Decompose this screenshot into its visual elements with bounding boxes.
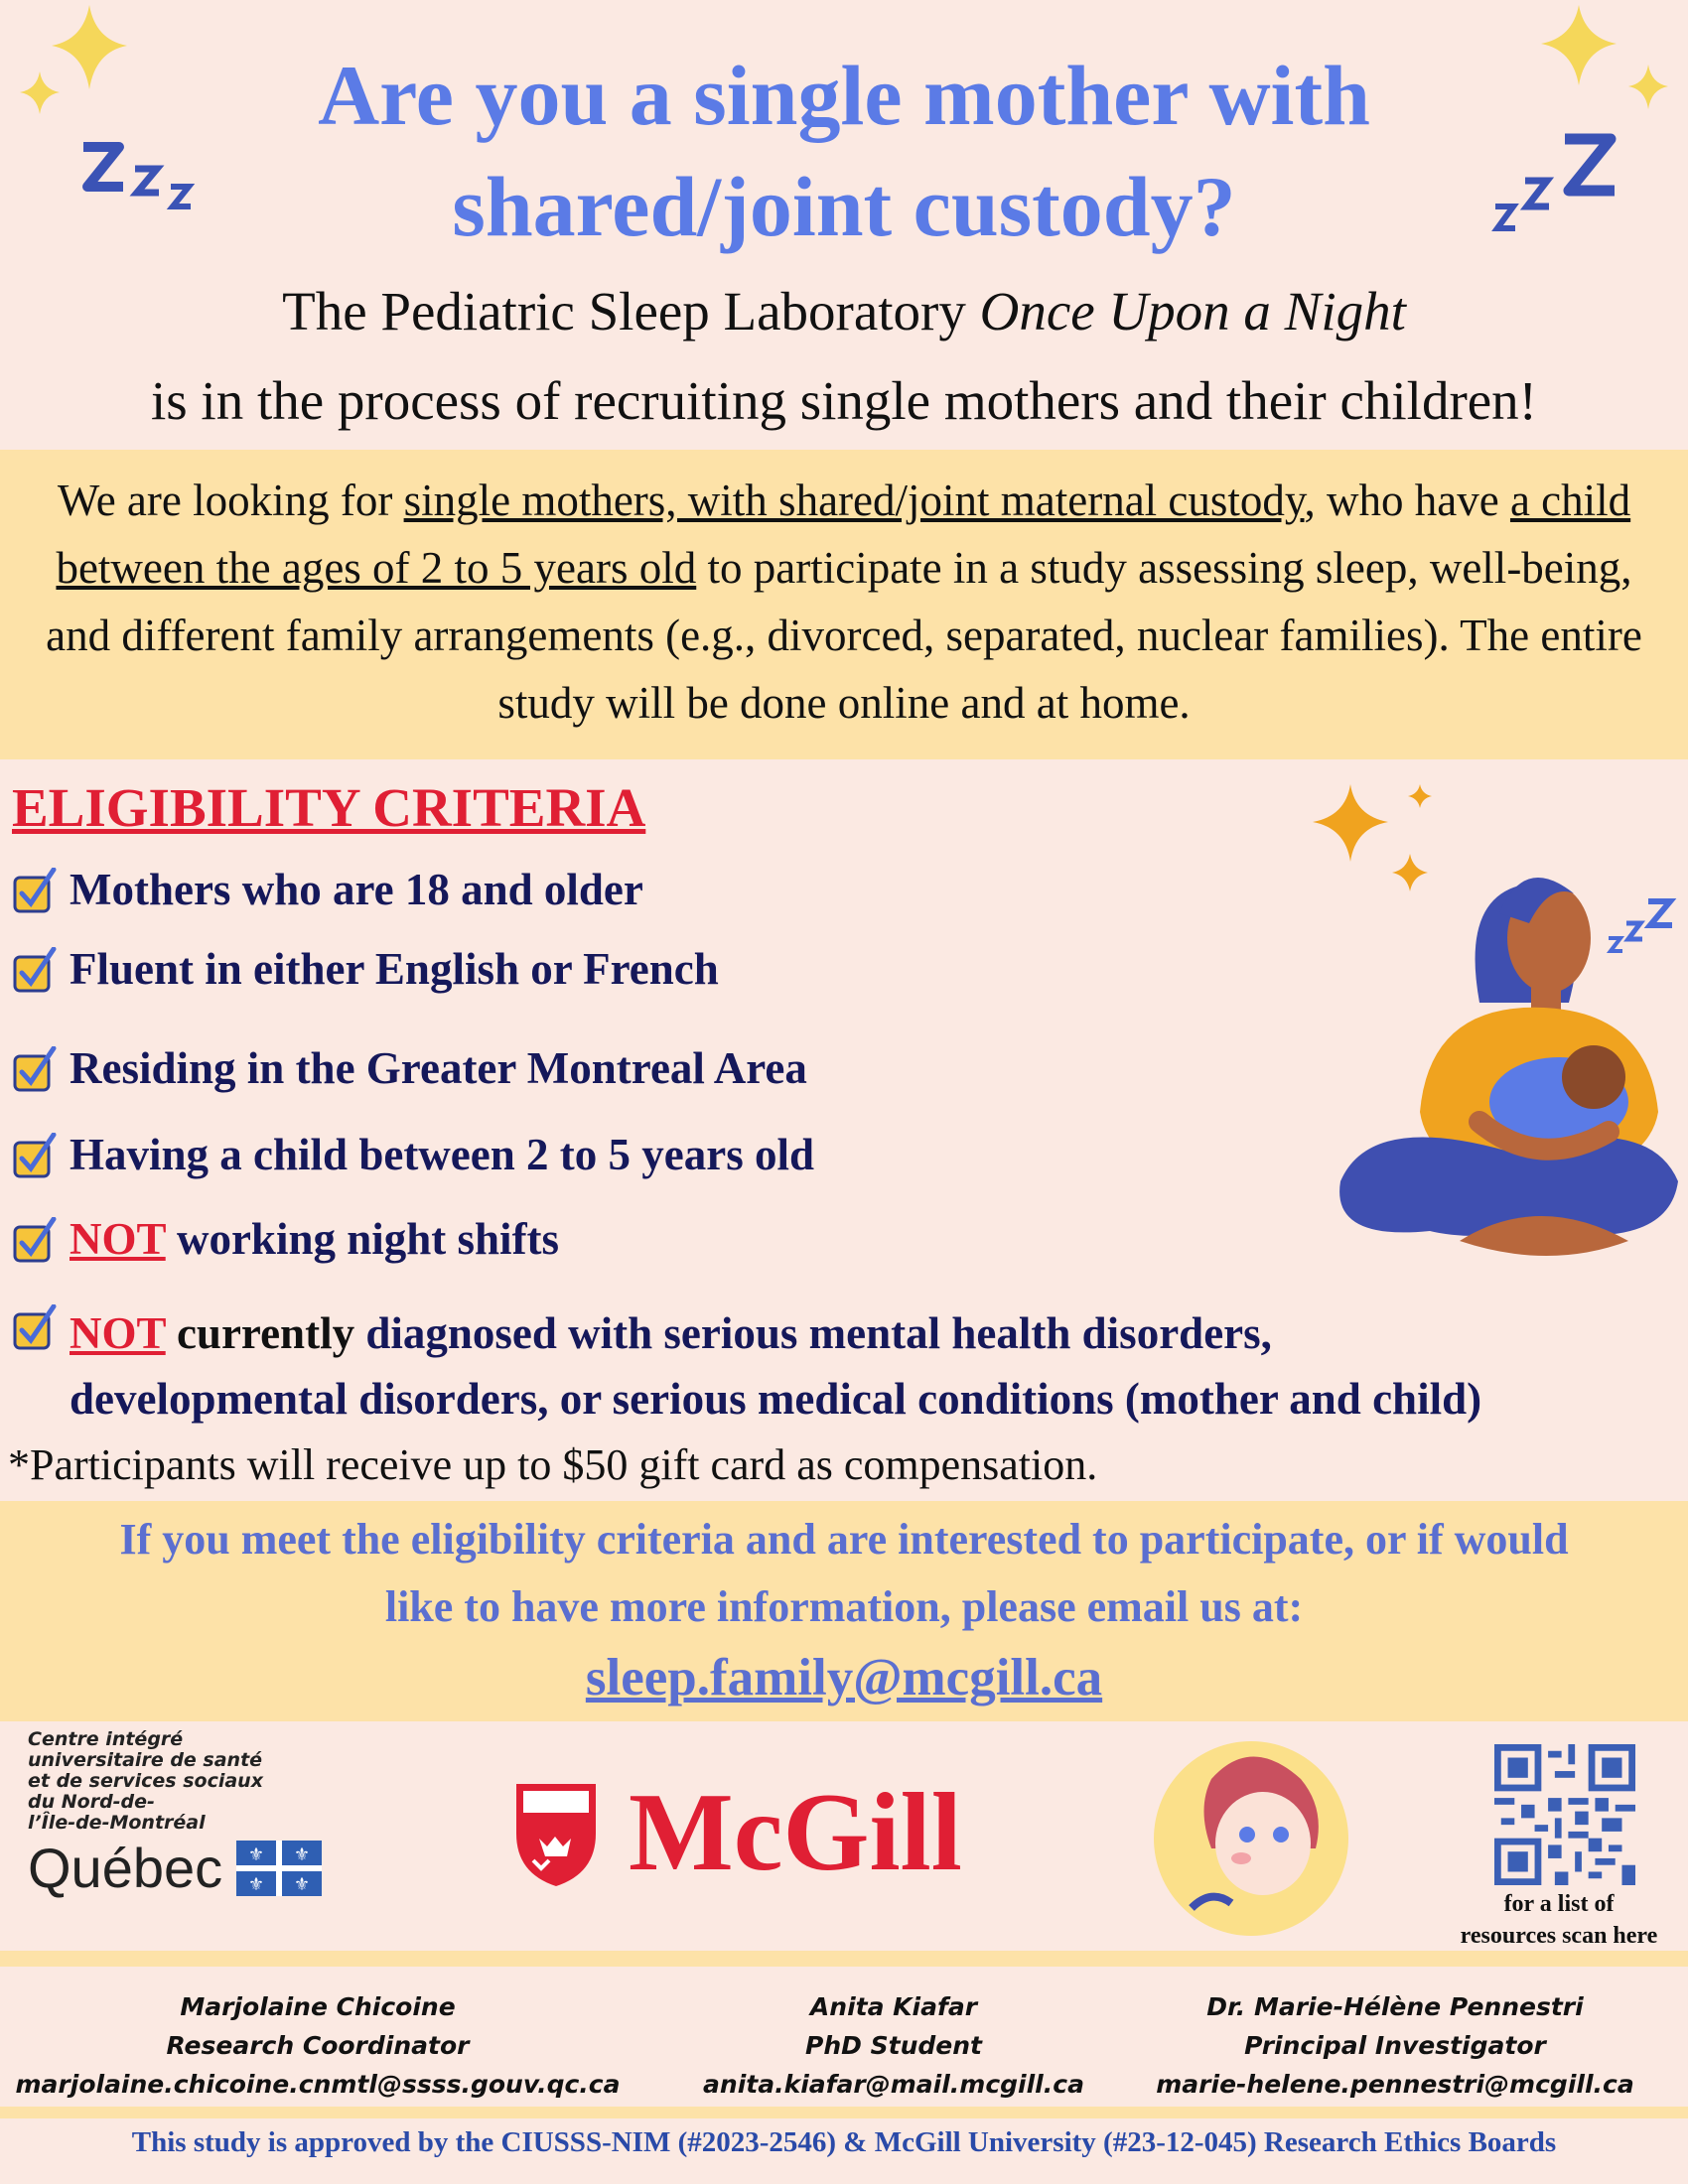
criteria-item-5 — [12, 1213, 559, 1265]
criteria-item-2 — [12, 943, 719, 995]
ciusss-line: et de services sociaux — [28, 1770, 263, 1792]
member-role: Research Coordinator — [166, 2031, 470, 2060]
mcgill-shield-icon — [511, 1779, 601, 1888]
member-email[interactable]: anita.kiafar@mail.mcgill.ca — [703, 2070, 1084, 2099]
quebec-wordmark: Québec — [28, 1837, 223, 1899]
svg-text:⚜: ⚜ — [248, 1843, 265, 1865]
criteria-text — [70, 1300, 1481, 1432]
criteria-item-4 — [12, 1129, 814, 1180]
contact-line-1: If you meet the eligibility criteria and are interested to participate, or if would — [119, 1515, 1569, 1564]
team-member-pi — [1142, 1987, 1648, 2104]
qr-caption-line-1: for a list of — [1503, 1891, 1615, 1917]
svg-text:⚜: ⚜ — [248, 1873, 265, 1895]
member-name: Dr. Marie-Hélène Pennestri — [1206, 1992, 1584, 2021]
criteria-item-6 — [12, 1300, 1481, 1432]
criteria-text-currently: currently — [165, 1308, 355, 1358]
intro-text-3: to participate in a study assessing sleep, well-being, and different family arrangements (e.g., divorced, separated, nuclear families). The entire study will be done online and at home. — [46, 543, 1642, 728]
criteria-text: Having a child between 2 to 5 years old — [70, 1130, 814, 1179]
checkbox-checked-icon — [12, 947, 60, 995]
team-member-coordinator — [0, 1987, 635, 2104]
ethics-approval-footer: This study is approved by the CIUSSS-NIM (#2023-2546) & McGill University (#23-12-045) Research Ethics Boards — [131, 2126, 1557, 2158]
criteria-text-line-2: developmental disorders, or serious medical conditions (mother and child) — [70, 1374, 1482, 1424]
member-role: Principal Investigator — [1244, 2031, 1546, 2060]
ciusss-logo — [28, 1729, 445, 1918]
footer-divider — [0, 2107, 1688, 2118]
not-emphasis: NOT — [70, 1308, 166, 1358]
checkbox-checked-icon — [12, 1046, 60, 1094]
qr-caption — [1420, 1888, 1688, 1952]
criteria-text: Residing in the Greater Montreal Area — [70, 1043, 807, 1093]
criteria-text: Fluent in either English or French — [70, 944, 719, 994]
criteria-text — [70, 1213, 559, 1265]
intro-underline-2: a child between the ages of 2 to 5 years old — [56, 476, 1631, 593]
svg-text:⚜: ⚜ — [294, 1843, 311, 1865]
intro-underline-1: single mothers, with shared/joint maternal custody — [403, 476, 1305, 525]
member-name: Marjolaine Chicoine — [180, 1992, 456, 2021]
contact-text — [0, 1506, 1688, 1641]
mother-baby-illustration — [1311, 774, 1688, 1291]
contact-email-link[interactable]: sleep.family@mcgill.ca — [585, 1649, 1103, 1706]
headline — [169, 40, 1519, 262]
lab-logo-sleeping-face-icon — [1152, 1739, 1355, 1938]
sparkles-top-right-icon — [1519, 0, 1688, 129]
team-divider — [0, 1951, 1688, 1967]
compensation-note: *Participants will receive up to $50 gift card as compensation. — [8, 1440, 1098, 1489]
criteria-text-rest: diagnosed with serious mental health disorders, — [354, 1308, 1272, 1358]
eligibility-title: ELIGIBILITY CRITERIA — [12, 777, 646, 838]
qr-caption-line-2: resources scan here — [1460, 1923, 1658, 1949]
subtitle-lab-name: Once Upon a Night — [979, 281, 1406, 341]
checkbox-checked-icon — [12, 1217, 60, 1265]
member-email[interactable]: marjolaine.chicoine.cnmtl@ssss.gouv.qc.ca — [15, 2070, 621, 2099]
contact-line-2: like to have more information, please email us at: — [384, 1582, 1304, 1631]
member-name: Anita Kiafar — [809, 1992, 978, 2021]
criteria-item-3 — [12, 1042, 807, 1094]
intro-text-1: We are looking for — [57, 476, 404, 525]
not-emphasis: NOT — [70, 1214, 166, 1264]
criteria-text-rest: working night shifts — [165, 1214, 560, 1264]
headline-line-2: shared/joint custody? — [452, 159, 1236, 254]
subtitle-lab: The Pediatric Sleep Laboratory — [282, 281, 980, 341]
mcgill-logo — [511, 1769, 962, 1897]
intro-paragraph — [30, 467, 1658, 737]
checkbox-checked-icon — [12, 1304, 60, 1352]
svg-text:⚜: ⚜ — [294, 1873, 311, 1895]
resources-qr-code[interactable] — [1494, 1744, 1635, 1885]
ciusss-line: l’Île-de-Montréal — [28, 1812, 206, 1834]
ciusss-name — [28, 1729, 445, 1834]
intro-text-2: , who have — [1304, 476, 1510, 525]
ciusss-line: Centre intégré — [28, 1728, 184, 1750]
checkbox-checked-icon — [12, 868, 60, 915]
criteria-text: Mothers who are 18 and older — [70, 865, 643, 914]
quebec-flag-icon — [236, 1841, 322, 1896]
member-email[interactable]: marie-helene.pennestri@mcgill.ca — [1156, 2070, 1634, 2099]
subtitle-line-1 — [0, 280, 1688, 342]
team-member-student — [655, 1987, 1132, 2104]
headline-line-1: Are you a single mother with — [318, 48, 1370, 143]
subtitle-line-2: is in the process of recruiting single mothers and their children! — [150, 370, 1537, 431]
sparkles-top-left-icon — [10, 0, 169, 129]
checkbox-checked-icon — [12, 1133, 60, 1180]
member-role: PhD Student — [805, 2031, 982, 2060]
criteria-item-1 — [12, 864, 643, 915]
ciusss-line: du Nord-de- — [28, 1791, 155, 1813]
mcgill-wordmark: McGill — [629, 1771, 962, 1894]
ciusss-line: universitaire de santé — [28, 1749, 263, 1771]
